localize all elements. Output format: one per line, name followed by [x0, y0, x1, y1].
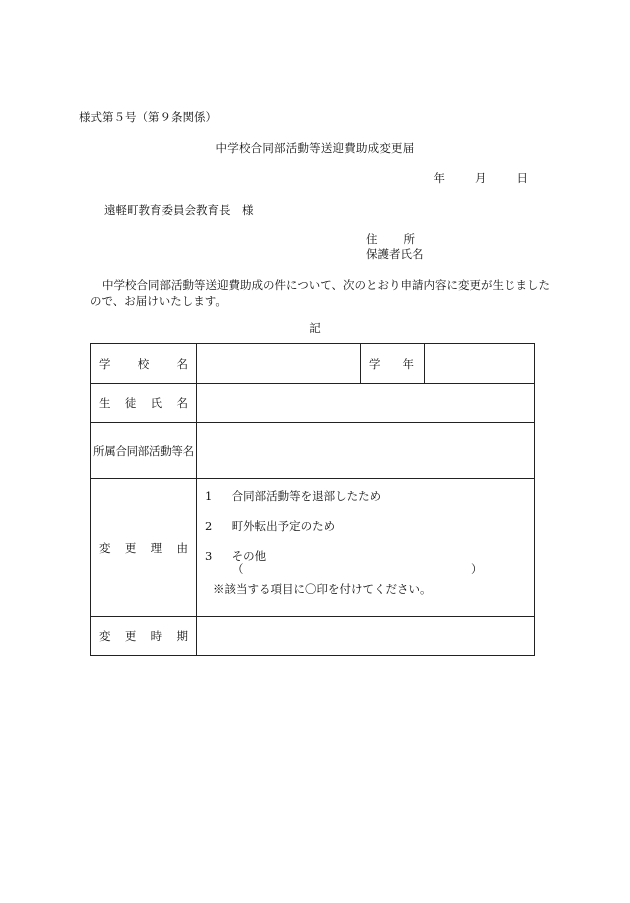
reason-row	[91, 479, 535, 617]
reason-options-cell	[197, 479, 535, 617]
grade-label-cell: 学 年	[361, 344, 425, 384]
paren-open: （	[232, 562, 244, 576]
document-title: 中学校合同部活動等送迎費助成変更届	[215, 141, 415, 155]
guardian-name-label: 保護者氏名	[366, 247, 424, 261]
school-name-field[interactable]	[197, 344, 361, 384]
change-period-field[interactable]	[197, 617, 535, 656]
student-label-cell: 生 徒 氏 名	[91, 384, 197, 423]
body-text: 中学校合同部活動等送迎費助成の件について、次のとおり申請内容に変更が生じましたので、お届けいたします。	[90, 278, 551, 308]
student-name-field[interactable]	[197, 384, 535, 423]
date-day: 日	[516, 171, 528, 185]
address-label: 住 所	[366, 232, 415, 246]
change-form-table	[90, 343, 535, 656]
club-name-field[interactable]	[197, 423, 535, 479]
instruction-note: ※該当する項目に〇印を付けてください。	[213, 582, 432, 596]
ki-heading: 記	[309, 321, 321, 335]
reason-option-3[interactable]: 3 その他	[205, 549, 267, 563]
date-month: 月	[475, 171, 487, 185]
reason-option-2[interactable]: 2 町外転出予定のため	[205, 519, 336, 533]
club-label-cell: 所属合同部活動等名	[91, 423, 197, 479]
school-row	[91, 344, 535, 384]
paren-close: ）	[471, 562, 483, 576]
reason-option-1[interactable]: 1 合同部活動等を退部したため	[205, 489, 382, 503]
date-year: 年	[433, 171, 445, 185]
period-label-cell: 変 更 時 期	[91, 617, 197, 656]
club-row	[91, 423, 535, 479]
date-line	[434, 172, 529, 186]
school-label-cell: 学 校 名	[91, 344, 197, 384]
student-row	[91, 384, 535, 423]
addressee: 遠軽町教育委員会教育長 様	[104, 203, 254, 217]
other-reason-field[interactable]	[205, 562, 534, 576]
form-number: 様式第５号（第９条関係）	[79, 110, 217, 124]
period-row	[91, 617, 535, 656]
grade-field[interactable]	[425, 344, 535, 384]
reason-label-cell: 変 更 理 由	[91, 479, 197, 617]
